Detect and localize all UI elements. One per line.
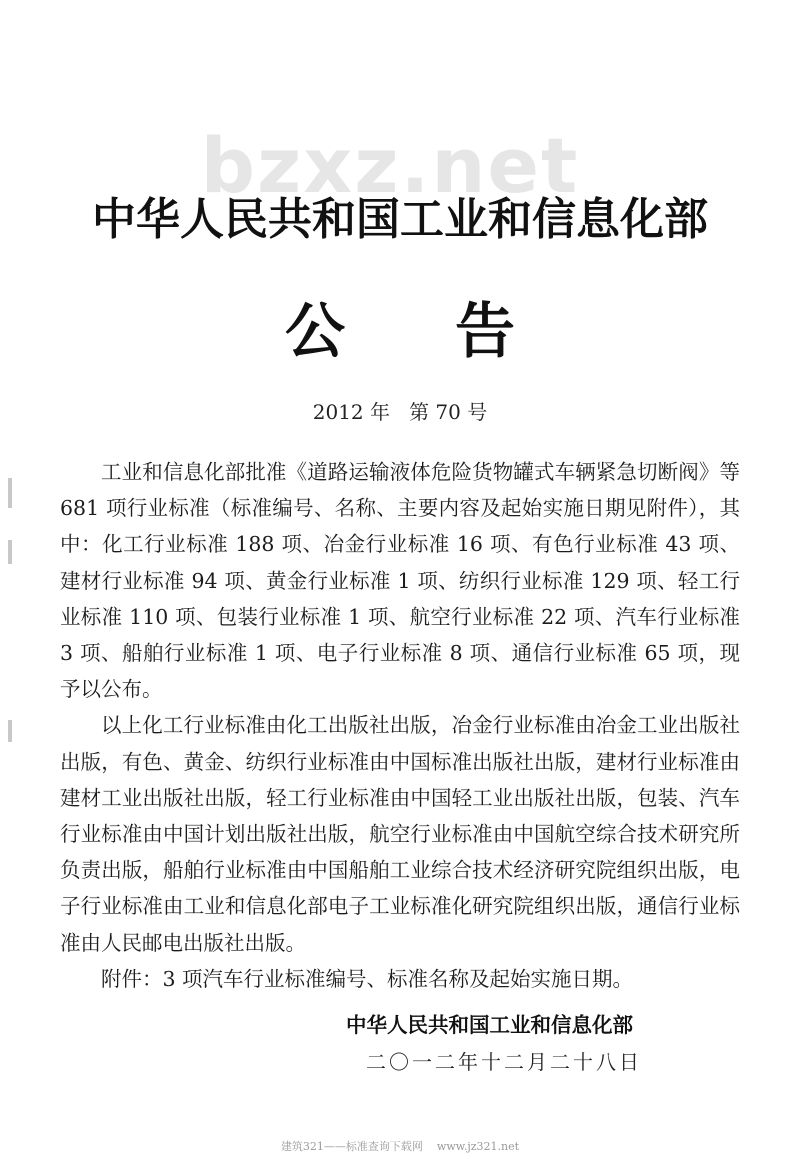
scan-edge-mark bbox=[8, 478, 12, 508]
issuing-ministry-title: 中华人民共和国工业和信息化部 bbox=[92, 194, 708, 245]
body-paragraph-publishers: 以上化工行业标准由化工出版社出版，冶金行业标准由冶金工业出版社出版，有色、黄金、纺织行业标准由中国标准出版社出版，建材行业标准由建材工业出版社出版，轻工行业标准由中国轻工业出版社出版，包装、汽车行业标准由中国计划出版社出版，航空行业标准由中国航空综合技术研究所负责出版，船舶行业标准由中国船舶工业综合技术经济研究院组织出版，电子行业标准由工业和信息化部电子工业标准化研究院组织出版，通信行业标准由人民邮电出版社出版。 bbox=[60, 713, 740, 955]
scan-edge-mark bbox=[8, 540, 12, 564]
signing-authority: 中华人民共和国工业和信息化部 bbox=[346, 1013, 633, 1037]
page-footer-source: 建筑321——标准查询下载网 www.jz321.net bbox=[280, 1140, 520, 1153]
scan-edge-mark bbox=[8, 720, 12, 742]
body-paragraph-approval: 工业和信息化部批准《道路运输液体危险货物罐式车辆紧急切断阀》等 681 项行业标准（标准编号、名称、主要内容及起始实施日期见附件），其中：化工行业标准 188 项、冶金行业标准 16 项、有色行业标准 43 项、建材行业标准 94 项、黄金行业标准 1 项、纺织行业标准 129 项、轻工行业标准 110 项、包装行业标准 1 项、航空行业标准 22 项、汽车行业标准 3 项、船舶行业标准 1 项、电子行业标准 8 项、通信行业标准 65 项，现予以公布。 bbox=[60, 460, 740, 702]
announcement-body bbox=[60, 454, 740, 997]
signing-date: 二〇一二年十二月二十八日 bbox=[366, 1050, 642, 1074]
site-watermark: bzxz.net bbox=[200, 121, 580, 210]
announcement-number: 2012 年 第 70 号 bbox=[312, 400, 488, 424]
body-paragraph-attachment: 附件：3 项汽车行业标准编号、标准名称及起始实施日期。 bbox=[101, 966, 634, 991]
announcement-title: 公告 bbox=[285, 297, 625, 367]
